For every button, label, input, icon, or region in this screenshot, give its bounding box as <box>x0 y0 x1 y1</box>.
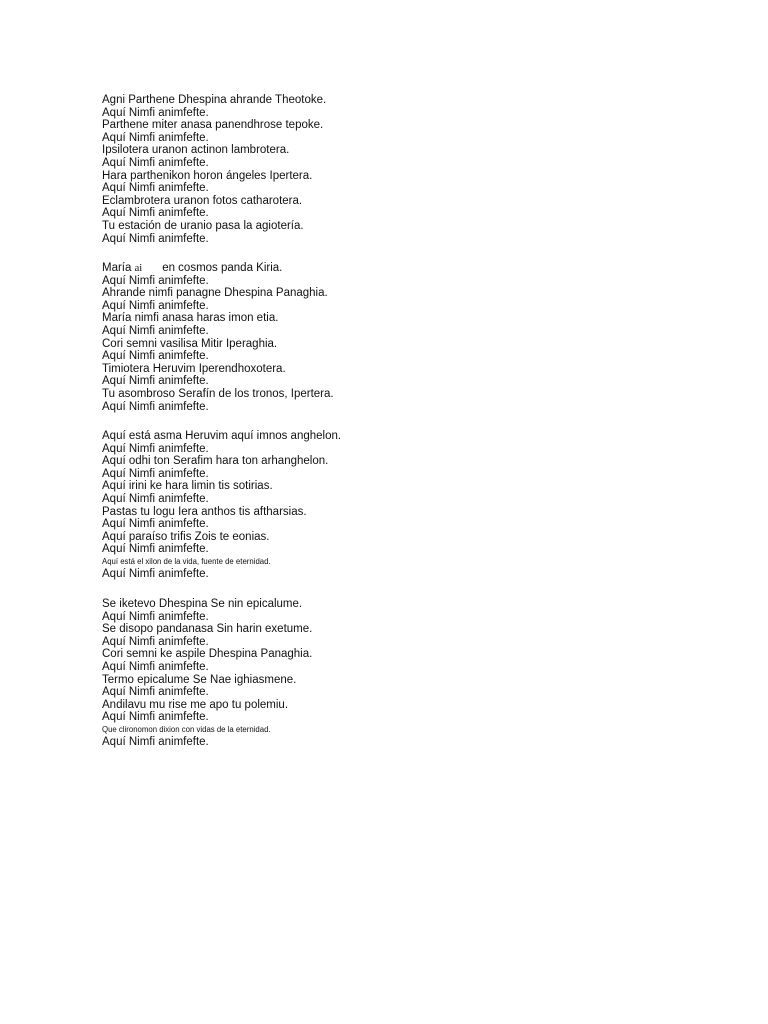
refrain-line: Aquí Nimfi animfefte. <box>102 156 209 169</box>
verse-line: Aquí paraíso trifis Zois te eonias. <box>102 530 270 543</box>
refrain-line: Aquí Nimfi animfefte. <box>102 711 209 724</box>
verse-line: Andilavu mu rise me apo tu polemiu. <box>102 698 289 711</box>
verse-line: Tu asombroso Serafín de los tronos, Ipertera. <box>102 387 334 400</box>
stanza-2 <box>102 262 662 413</box>
stanza-4 <box>102 598 662 749</box>
refrain-line: Aquí Nimfi animfefte. <box>102 567 209 580</box>
refrain-line: Aquí Nimfi animfefte. <box>102 182 209 195</box>
refrain-line: Aquí Nimfi animfefte. <box>102 467 209 480</box>
refrain-line: Aquí Nimfi animfefte. <box>102 324 209 337</box>
refrain-line: Aquí Nimfi animfefte. <box>102 232 209 245</box>
verse-line: Pastas tu logu Iera anthos tis aftharsias. <box>102 505 307 518</box>
refrain-line: Aquí Nimfi animfefte. <box>102 518 209 531</box>
refrain-line: Aquí Nimfi animfefte. <box>102 492 209 505</box>
verse-line: Aquí irini ke hara limin tis sotirias. <box>102 480 273 493</box>
verse-line: Ahrande nimfi panagne Dhespina Panaghia. <box>102 287 328 300</box>
verse-line: María nimfi anasa haras imon etia. <box>102 312 279 325</box>
verse-line: Se disopo pandanasa Sin harin exetume. <box>102 623 313 636</box>
verse-line: Parthene miter anasa panendhrose tepoke. <box>102 119 324 132</box>
verse-line-first <box>102 262 662 275</box>
refrain-line: Aquí Nimfi animfefte. <box>102 400 209 413</box>
verse-line: Eclambrotera uranon fotos catharotera. <box>102 194 303 207</box>
verse-line: Timiotera Heruvim Iperendhoxotera. <box>102 362 286 375</box>
verse-fragment: ai <box>134 263 143 274</box>
verse-line: Cori semni vasilisa Mitir Iperaghia. <box>102 337 278 350</box>
verse-line: Ipsilotera uranon actinon lambrotera. <box>102 144 290 157</box>
refrain-line: Aquí Nimfi animfefte. <box>102 274 209 287</box>
refrain-line: Aquí Nimfi animfefte. <box>102 635 209 648</box>
stanza-3 <box>102 430 662 581</box>
verse-line: Hara parthenikon horon ángeles Ipertera. <box>102 169 313 182</box>
refrain-line: Aquí Nimfi animfefte. <box>102 660 209 673</box>
verse-line: Aquí odhi ton Serafim hara ton arhanghelon. <box>102 455 329 468</box>
refrain-line: Aquí Nimfi animfefte. <box>102 442 209 455</box>
verse-line: Aquí está asma Heruvim aquí imnos anghelon. <box>102 430 342 442</box>
refrain-line: Aquí Nimfi animfefte. <box>102 106 209 119</box>
refrain-line: Aquí Nimfi animfefte. <box>102 375 209 388</box>
verse-line: Cori semni ke aspile Dhespina Panaghia. <box>102 648 313 661</box>
verse-line: Termo epicalume Se Nae ighiasmene. <box>102 673 297 686</box>
verse-line: Se iketevo Dhespina Se nin epicalume. <box>102 598 303 610</box>
refrain-line: Aquí Nimfi animfefte. <box>102 543 209 556</box>
verse-line: Tu estación de uranio pasa la agiotería. <box>102 219 304 232</box>
refrain-line: Aquí Nimfi animfefte. <box>102 299 209 312</box>
verse-line: Agni Parthene Dhespina ahrande Theotoke. <box>102 94 327 106</box>
verse-fragment: en cosmos panda Kiria. <box>162 262 283 274</box>
stanza-1 <box>102 94 662 245</box>
refrain-line: Aquí Nimfi animfefte. <box>102 686 209 699</box>
verse-line-small: Que clironomon dixion con vidas de la eternidad. <box>102 724 271 734</box>
refrain-line: Aquí Nimfi animfefte. <box>102 131 209 144</box>
verse-line-small: Aquí está el xilon de la vida, fuente de eternidad. <box>102 556 271 566</box>
refrain-line: Aquí Nimfi animfefte. <box>102 350 209 363</box>
refrain-line: Aquí Nimfi animfefte. <box>102 735 209 748</box>
refrain-line: Aquí Nimfi animfefte. <box>102 610 209 623</box>
verse-fragment: María <box>102 262 132 274</box>
refrain-line: Aquí Nimfi animfefte. <box>102 207 209 220</box>
